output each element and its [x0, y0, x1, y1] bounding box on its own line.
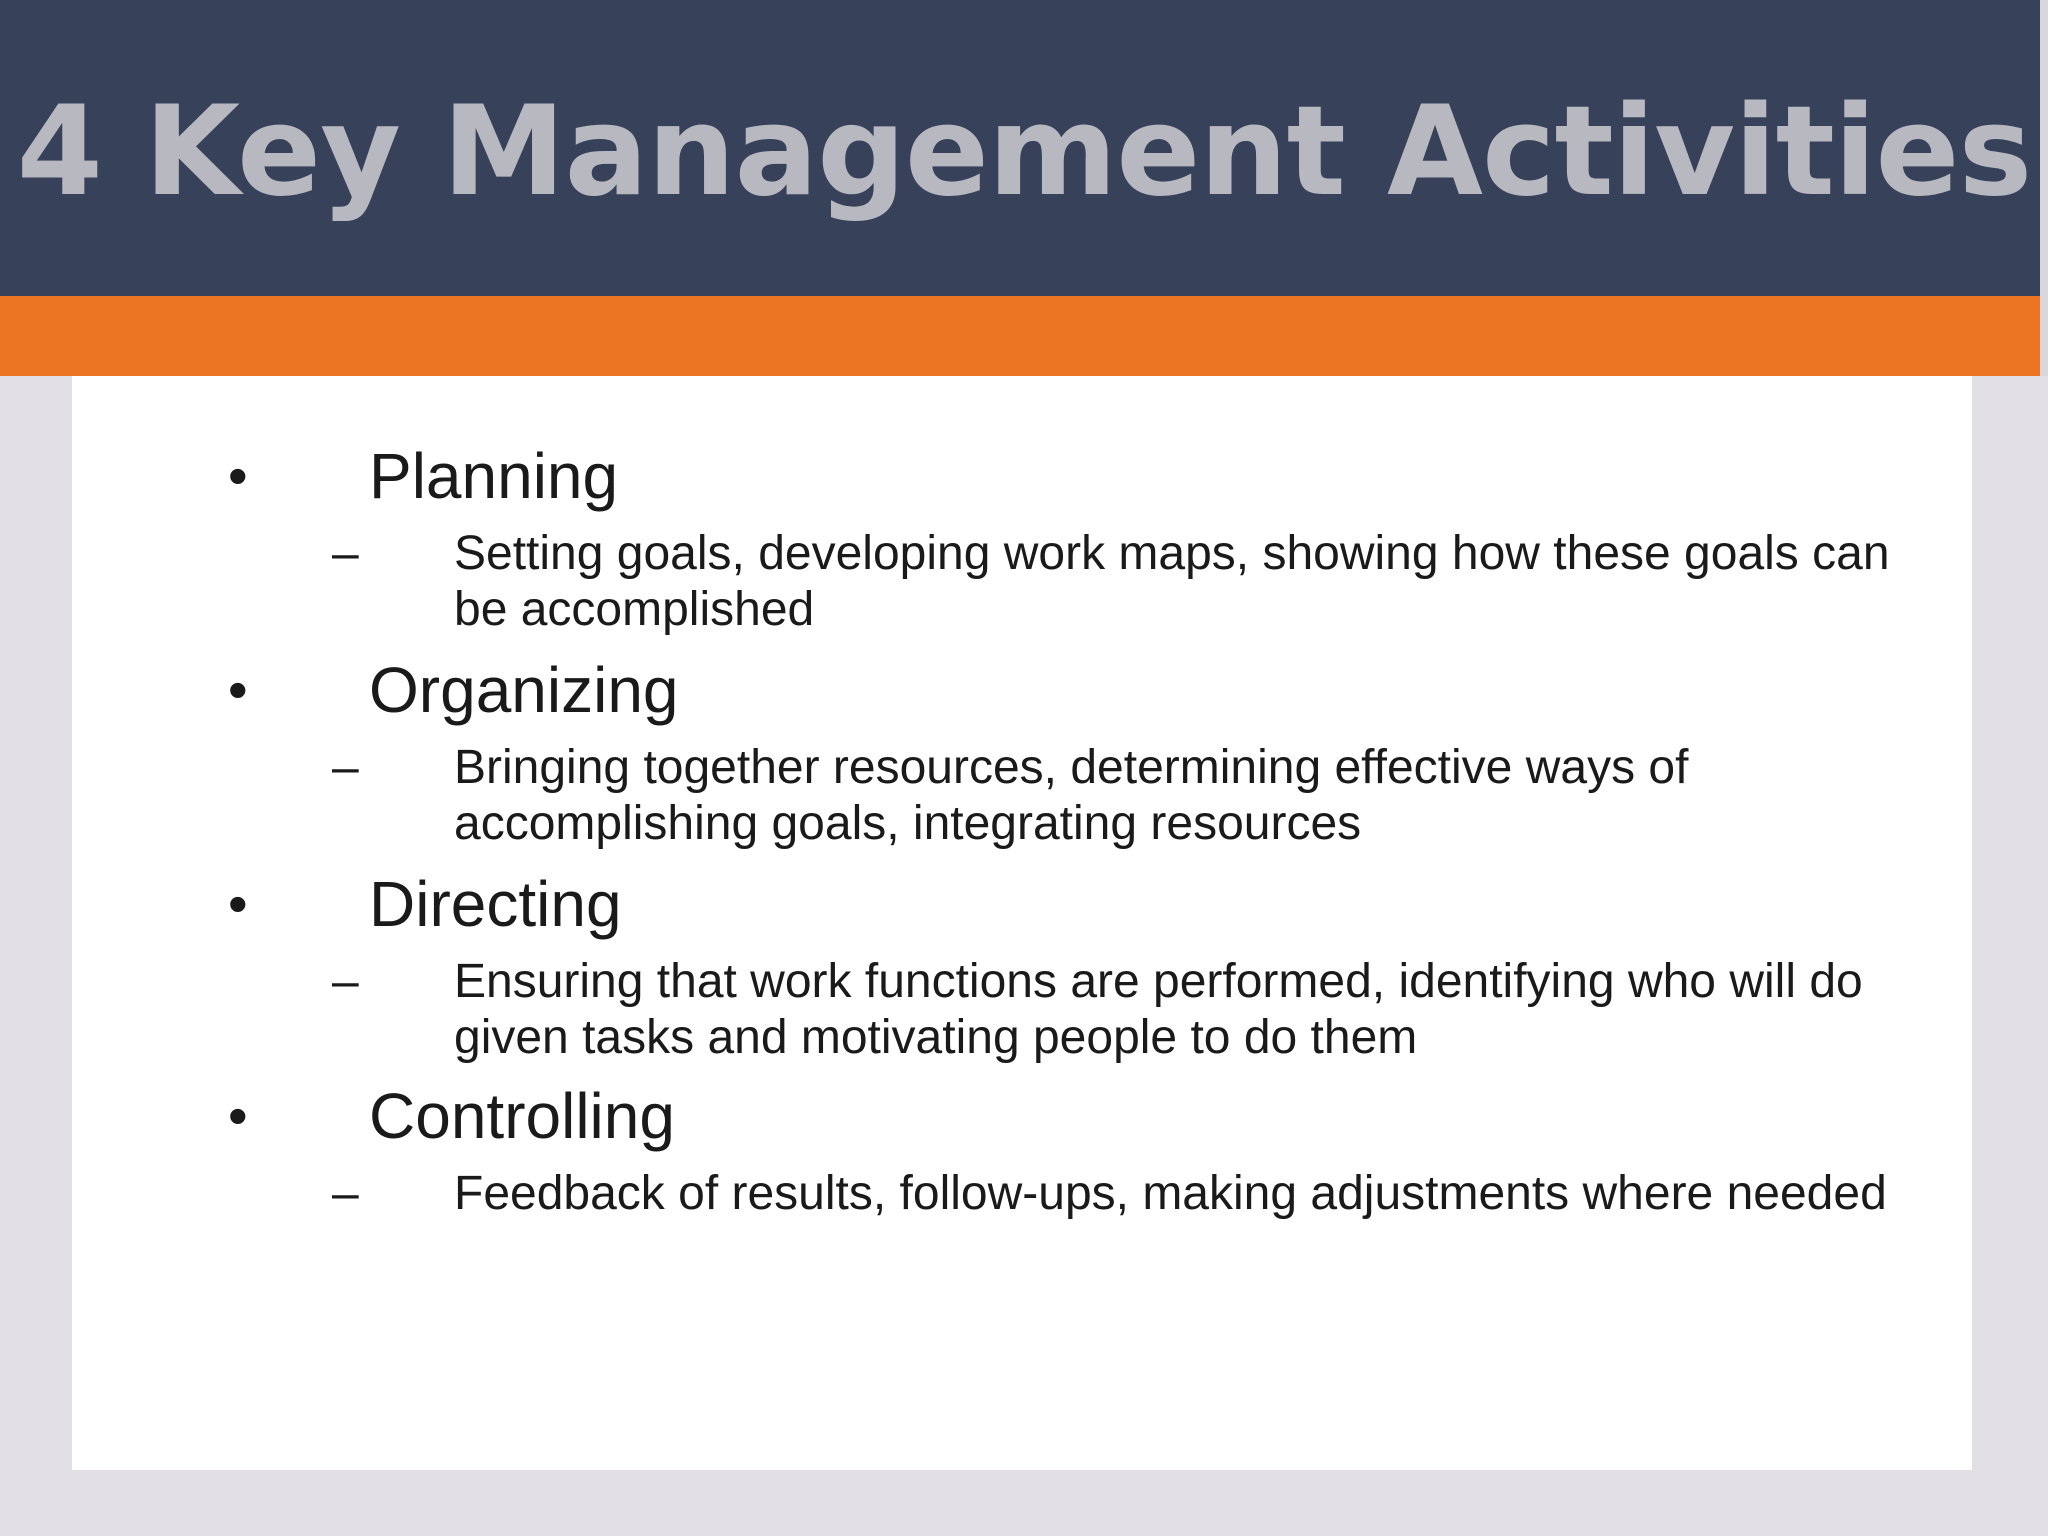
dash-icon: –	[332, 1167, 359, 1220]
item-title: Planning	[369, 440, 619, 512]
accent-bar	[0, 296, 2048, 376]
item-title: Controlling	[369, 1080, 675, 1152]
item-description: Ensuring that work functions are performed, identifying who will do given tasks and motivating people to do them	[454, 955, 1863, 1064]
item-title: Directing	[369, 868, 622, 940]
bullet-list	[72, 376, 1972, 1470]
dash-icon: –	[332, 955, 359, 1008]
item-description: Feedback of results, follow-ups, making adjustments where needed	[454, 1167, 1887, 1220]
item-description: Bringing together resources, determining effective ways of accomplishing goals, integrating resources	[454, 741, 1689, 850]
slide-title: 4 Key Management Activities	[16, 80, 2032, 224]
bullet-icon: •	[228, 444, 248, 507]
slide-header	[0, 0, 2048, 296]
item-title: Organizing	[369, 654, 679, 726]
bullet-icon: •	[228, 658, 248, 721]
dash-icon: –	[332, 741, 359, 794]
item-description: Setting goals, developing work maps, showing how these goals can be accomplished	[454, 527, 1890, 636]
dash-icon: –	[332, 527, 359, 580]
frame-edge	[2040, 0, 2048, 376]
content-panel	[72, 376, 1972, 1470]
bullet-icon: •	[228, 872, 248, 935]
bullet-icon: •	[228, 1084, 248, 1147]
